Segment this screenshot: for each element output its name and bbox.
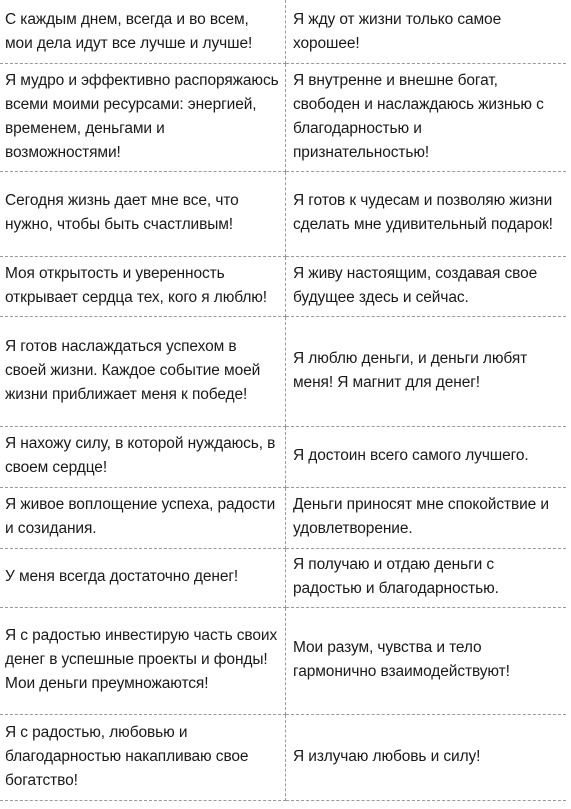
table-row <box>0 316 566 426</box>
affirmation-cell-left: У меня всегда достаточно денег! <box>0 548 286 607</box>
affirmation-cell-right: Я живу настоящим, создавая свое будущее здесь и сейчас. <box>286 256 567 316</box>
table-row <box>0 256 566 316</box>
affirmation-cell-left: Я мудро и эффективно распоряжаюсь всеми моими ресурсами: энергией, временем, деньгами и возможностями! <box>0 63 286 171</box>
affirmation-cell-right: Я достоин всего самого лучшего. <box>286 426 567 487</box>
affirmation-cell-left: Я нахожу силу, в которой нуждаюсь, в своем сердце! <box>0 426 286 487</box>
affirmation-cell-right: Деньги приносят мне спокойствие и удовлетворение. <box>286 487 567 548</box>
affirmation-cell-left: Я готов наслаждаться успехом в своей жизни. Каждое событие моей жизни приближает меня к победе! <box>0 316 286 426</box>
table-row <box>0 0 566 63</box>
table-row <box>0 426 566 487</box>
affirmation-cell-right: Мои разум, чувства и тело гармонично взаимодействуют! <box>286 607 567 714</box>
table-row <box>0 487 566 548</box>
table-row <box>0 171 566 256</box>
table-row <box>0 607 566 714</box>
affirmation-cell-left: Моя открытость и уверенность открывает сердца тех, кого я люблю! <box>0 256 286 316</box>
affirmation-cell-left: Сегодня жизнь дает мне все, что нужно, чтобы быть счастливым! <box>0 171 286 256</box>
affirmation-cell-right: Я готов к чудесам и позволяю жизни сделать мне удивительный подарок! <box>286 171 567 256</box>
table-row <box>0 548 566 607</box>
affirmation-cell-left: Я с радостью инвестирую часть своих денег в успешные проекты и фонды! Мои деньги преумножаются! <box>0 607 286 714</box>
affirmation-cell-right: Я внутренне и внешне богат, свободен и наслаждаюсь жизнью с благодарностью и признательностью! <box>286 63 567 171</box>
table-row <box>0 63 566 171</box>
affirmation-cell-left: Я с радостью, любовью и благодарностью накапливаю свое богатство! <box>0 714 286 800</box>
affirmation-cell-right: Я получаю и отдаю деньги с радостью и благодарностью. <box>286 548 567 607</box>
affirmation-cell-right: Я излучаю любовь и силу! <box>286 714 567 800</box>
affirmation-cell-right: Я люблю деньги, и деньги любят меня! Я магнит для денег! <box>286 316 567 426</box>
affirmation-cell-left: Я живое воплощение успеха, радости и созидания. <box>0 487 286 548</box>
affirmation-cell-left: С каждым днем, всегда и во всем, мои дела идут все лучше и лучше! <box>0 0 286 63</box>
affirmation-cell-right: Я жду от жизни только самое хорошее! <box>286 0 567 63</box>
table-row <box>0 714 566 800</box>
